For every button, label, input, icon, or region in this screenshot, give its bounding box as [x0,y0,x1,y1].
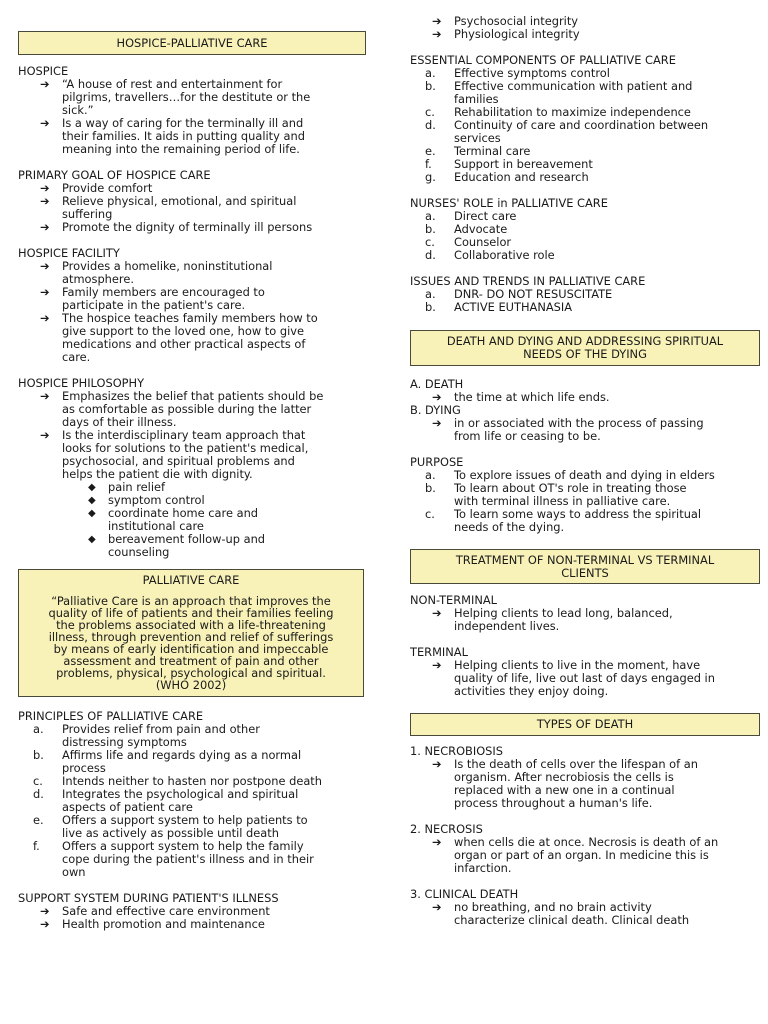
list-item [18,814,366,840]
list-line: process [62,761,106,775]
list-marker: a. [425,66,436,80]
bullet-item [18,221,366,234]
arrow-bullet-icon: ➔ [432,757,442,771]
list-marker: b. [425,79,436,93]
list-marker: c. [425,507,435,521]
section [410,888,760,927]
section [410,378,760,404]
bullet-line: suffering [62,207,113,221]
box-title-line: CLIENTS [561,566,609,580]
sub-bullet-item [18,507,366,533]
box-title-line: DEATH AND DYING AND ADDRESSING SPIRITUAL [446,334,724,348]
list-line: Effective communication with patient and [454,79,693,93]
list-item [410,80,760,106]
arrow-bullet-icon: ➔ [432,416,442,430]
list-marker: b. [425,300,436,314]
definition-line: by means of early identification and impeccable [53,642,329,656]
right-column [410,0,760,927]
list-line: To learn some ways to address the spiritual [454,507,702,521]
list-line: Integrates the psychological and spiritual [62,787,299,801]
list-line: with terminal illness in palliative care. [454,494,671,508]
section-title: PRIMARY GOAL OF HOSPICE CARE [18,168,211,182]
list-line: Counselor [454,235,512,249]
section-title: 3. CLINICAL DEATH [410,887,519,901]
arrow-bullet-icon: ➔ [40,194,50,208]
list-line: Offers a support system to help patients to [62,813,308,827]
definition-line: assessment and treatment of pain and other [63,654,319,668]
definition-line: “Palliative Care is an approach that improves the [51,594,331,608]
section [410,823,760,875]
list-line: distressing symptoms [62,735,187,749]
bullet-line: organism. After necrobiosis the cells is [454,770,674,784]
arrow-bullet-icon: ➔ [432,27,442,41]
bullet-item [18,260,366,286]
list-item [410,301,760,314]
box-title: HOSPICE-PALLIATIVE CARE [116,36,268,50]
section-header-box [410,330,760,366]
bullet-line: psychosocial, and spiritual problems and [62,454,295,468]
list-item [410,482,760,508]
section [410,275,760,314]
bullet-item [410,417,760,443]
section [410,54,760,184]
list-marker: c. [33,774,43,788]
list-marker: a. [425,209,436,223]
list-marker: b. [425,481,436,495]
section-title: A. DEATH [410,377,464,391]
list-line: Provides relief from pain and other [62,722,260,736]
list-item [18,723,366,749]
arrow-bullet-icon: ➔ [40,116,50,130]
arrow-bullet-icon: ➔ [40,220,50,234]
bullet-item [410,758,760,810]
list-line: DNR- DO NOT RESUSCITATE [454,287,613,301]
section-header-box [18,31,366,55]
definition-text [27,595,355,691]
section [410,197,760,262]
section-header-box [410,549,760,584]
sub-bullet-line: counseling [108,545,170,559]
list-line: Terminal care [454,144,531,158]
bullet-line: give support to the loved one, how to give [62,324,304,338]
list-line: ACTIVE EUTHANASIA [454,300,573,314]
list-line: services [454,131,501,145]
section-title: TERMINAL [410,645,468,659]
list-line: Intends neither to hasten nor postpone death [62,774,322,788]
arrow-bullet-icon: ➔ [40,389,50,403]
list-line: Advocate [454,222,508,236]
arrow-bullet-icon: ➔ [40,77,50,91]
bullet-item [18,195,366,221]
bullet-item [410,901,760,927]
bullet-line: Emphasizes the belief that patients should be [62,389,324,403]
list-item [18,840,366,879]
bullet-line: Health promotion and maintenance [62,917,265,931]
bullet-item [18,918,366,931]
list-line: Rehabilitation to maximize independence [454,105,691,119]
list-line: own [62,865,86,879]
bullet-line: The hospice teaches family members how to [62,311,318,325]
box-title: PALLIATIVE CARE [142,573,240,587]
list-marker: a. [425,287,436,301]
bullet-line: as comfortable as possible during the latter [62,402,312,416]
bullet-line: Is the death of cells over the lifespan of an [454,757,698,771]
section-title: PURPOSE [410,455,464,469]
list-line: Continuity of care and coordination between [454,118,709,132]
bullet-line: “A house of rest and entertainment for [62,77,283,91]
sub-bullet-line: coordinate home care and [108,506,259,520]
bullet-line: days of their illness. [62,415,177,429]
bullet-line: their families. It aids in putting quality and [62,129,305,143]
bullet-line: Provides a homelike, noninstitutional [62,259,273,273]
section [410,404,760,443]
section-title: NURSES' ROLE in PALLIATIVE CARE [410,196,608,210]
bullet-item [18,390,366,429]
bullet-line: Safe and effective care environment [62,904,270,918]
bullet-line: medications and other practical aspects of [62,337,306,351]
definition-line: quality of life of patients and their families feeling [48,606,334,620]
bullet-line: Psychosocial integrity [454,14,579,28]
section [410,745,760,810]
box-title-line: TREATMENT OF NON-TERMINAL VS TERMINAL [455,553,715,567]
section [18,892,366,931]
list-line: live as actively as possible until death [62,826,279,840]
bullet-item [410,391,760,404]
list-line: Support in bereavement [454,157,593,171]
list-marker: c. [425,235,435,249]
diamond-bullet-icon: ◆ [88,508,96,519]
bullet-line: quality of life, live out last of days engaged in [454,671,715,685]
bullet-line: when cells die at once. Necrosis is death of an [454,835,719,849]
bullet-line: Helping clients to live in the moment, have [454,658,701,672]
left-column [18,0,366,931]
box-title-line: NEEDS OF THE DYING [523,347,647,361]
bullet-line: independent lives. [454,619,560,633]
bullet-line: in or associated with the process of passing [454,416,704,430]
sub-bullet-line: symptom control [108,493,205,507]
list-marker: c. [425,105,435,119]
section [410,594,760,633]
bullet-line: infarction. [454,861,512,875]
bullet-item [18,117,366,156]
list-item [410,119,760,145]
list-line: families [454,92,499,106]
arrow-bullet-icon: ➔ [432,900,442,914]
continued-list [410,15,760,41]
bullet-line: Family members are encouraged to [62,285,265,299]
bullet-line: atmosphere. [62,272,134,286]
bullet-line: helps the patient die with dignity. [62,467,253,481]
list-line: To explore issues of death and dying in elders [454,468,715,482]
arrow-bullet-icon: ➔ [40,311,50,325]
bullet-item [18,78,366,117]
sub-list [18,481,366,559]
bullet-line: Relieve physical, emotional, and spiritual [62,194,297,208]
arrow-bullet-icon: ➔ [432,835,442,849]
bullet-line: participate in the patient's care. [62,298,246,312]
section-title: 2. NECROSIS [410,822,483,836]
box-title: TYPES OF DEATH [536,717,634,731]
section [18,377,366,481]
bullet-line: no breathing, and no brain activity [454,900,652,914]
section-title: HOSPICE PHILOSOPHY [18,376,145,390]
arrow-bullet-icon: ➔ [432,606,442,620]
section [18,710,366,879]
list-item [18,749,366,775]
list-marker: a. [33,722,44,736]
list-marker: d. [33,787,44,801]
bullet-item [18,429,366,481]
diamond-bullet-icon: ◆ [88,495,96,506]
list-marker: e. [425,144,436,158]
list-marker: f. [425,157,432,171]
bullet-item [18,286,366,312]
list-marker: g. [425,170,436,184]
list-line: Collaborative role [454,248,555,262]
section-title: 1. NECROBIOSIS [410,744,503,758]
list-marker: d. [425,248,436,262]
bullet-item [410,607,760,633]
arrow-bullet-icon: ➔ [40,428,50,442]
bullet-line: Is the interdisciplinary team approach that [62,428,306,442]
bullet-line: Helping clients to lead long, balanced, [454,606,673,620]
bullet-item [410,836,760,875]
bullet-line: replaced with a new one in a continual [454,783,675,797]
list-item [18,788,366,814]
definition-line: (WHO 2002) [155,678,227,692]
bullet-line: process throughout a human's life. [454,796,653,810]
definition-line: problems, physical, psychological and spiritual. [56,666,326,680]
list-line: cope during the patient's illness and in their [62,852,314,866]
bullet-line: pilgrims, travellers…for the destitute or the [62,90,311,104]
definition-line: the problems associated with a life-threatening [56,618,326,632]
section [18,247,366,364]
section-title: SUPPORT SYSTEM DURING PATIENT'S ILLNESS [18,891,279,905]
section [18,65,366,156]
list-line: Education and research [454,170,589,184]
list-marker: b. [33,748,44,762]
list-line: aspects of patient care [62,800,193,814]
list-line: To learn about OT's role in treating those [454,481,687,495]
sub-bullet-line: pain relief [108,480,166,494]
list-item [410,249,760,262]
bullet-item [18,312,366,364]
diamond-bullet-icon: ◆ [88,534,96,545]
list-line: Effective symptoms control [454,66,610,80]
section-title: ESSENTIAL COMPONENTS OF PALLIATIVE CARE [410,53,676,67]
arrow-bullet-icon: ➔ [40,181,50,195]
arrow-bullet-icon: ➔ [40,917,50,931]
list-item [410,171,760,184]
list-marker: f. [33,839,40,853]
arrow-bullet-icon: ➔ [432,658,442,672]
list-marker: b. [425,222,436,236]
bullet-line: organ or part of an organ. In medicine this is [454,848,709,862]
section-title: HOSPICE [18,64,69,78]
bullet-line: meaning into the remaining period of life. [62,142,300,156]
definition-box [18,569,364,697]
arrow-bullet-icon: ➔ [40,259,50,273]
bullet-line: Is a way of caring for the terminally ill and [62,116,304,130]
section-header-box [410,713,760,736]
section-title: B. DYING [410,403,461,417]
section-title: HOSPICE FACILITY [18,246,120,260]
bullet-line: characterize clinical death. Clinical death [454,913,690,927]
bullet-line: care. [62,350,91,364]
bullet-line: sick.” [62,103,94,117]
section-title: NON-TERMINAL [410,593,497,607]
bullet-line: the time at which life ends. [454,390,610,404]
definition-line: illness, through prevention and relief of sufferings [48,630,334,644]
bullet-line: looks for solutions to the patient's medical, [62,441,309,455]
bullet-line: activities they enjoy doing. [454,684,609,698]
bullet-item [410,659,760,698]
list-line: Affirms life and regards dying as a normal [62,748,302,762]
section [18,169,366,234]
arrow-bullet-icon: ➔ [432,14,442,28]
list-item [410,508,760,534]
section-title: ISSUES AND TRENDS IN PALLIATIVE CARE [410,274,646,288]
arrow-bullet-icon: ➔ [40,285,50,299]
sub-bullet-item [18,533,366,559]
bullet-line: Promote the dignity of terminally ill persons [62,220,313,234]
bullet-line: from life or ceasing to be. [454,429,601,443]
bullet-line: Physiological integrity [454,27,580,41]
bullet-item [410,28,760,41]
sub-bullet-line: bereavement follow-up and [108,532,266,546]
arrow-bullet-icon: ➔ [432,390,442,404]
arrow-bullet-icon: ➔ [40,904,50,918]
list-marker: a. [425,468,436,482]
list-line: Direct care [454,209,517,223]
list-line: Offers a support system to help the family [62,839,304,853]
list-marker: d. [425,118,436,132]
section [410,646,760,698]
list-marker: e. [33,813,44,827]
list-line: needs of the dying. [454,520,565,534]
bullet-line: Provide comfort [62,181,153,195]
section-title: PRINCIPLES OF PALLIATIVE CARE [18,709,204,723]
diamond-bullet-icon: ◆ [88,482,96,493]
section [410,456,760,534]
sub-bullet-line: institutional care [108,519,204,533]
